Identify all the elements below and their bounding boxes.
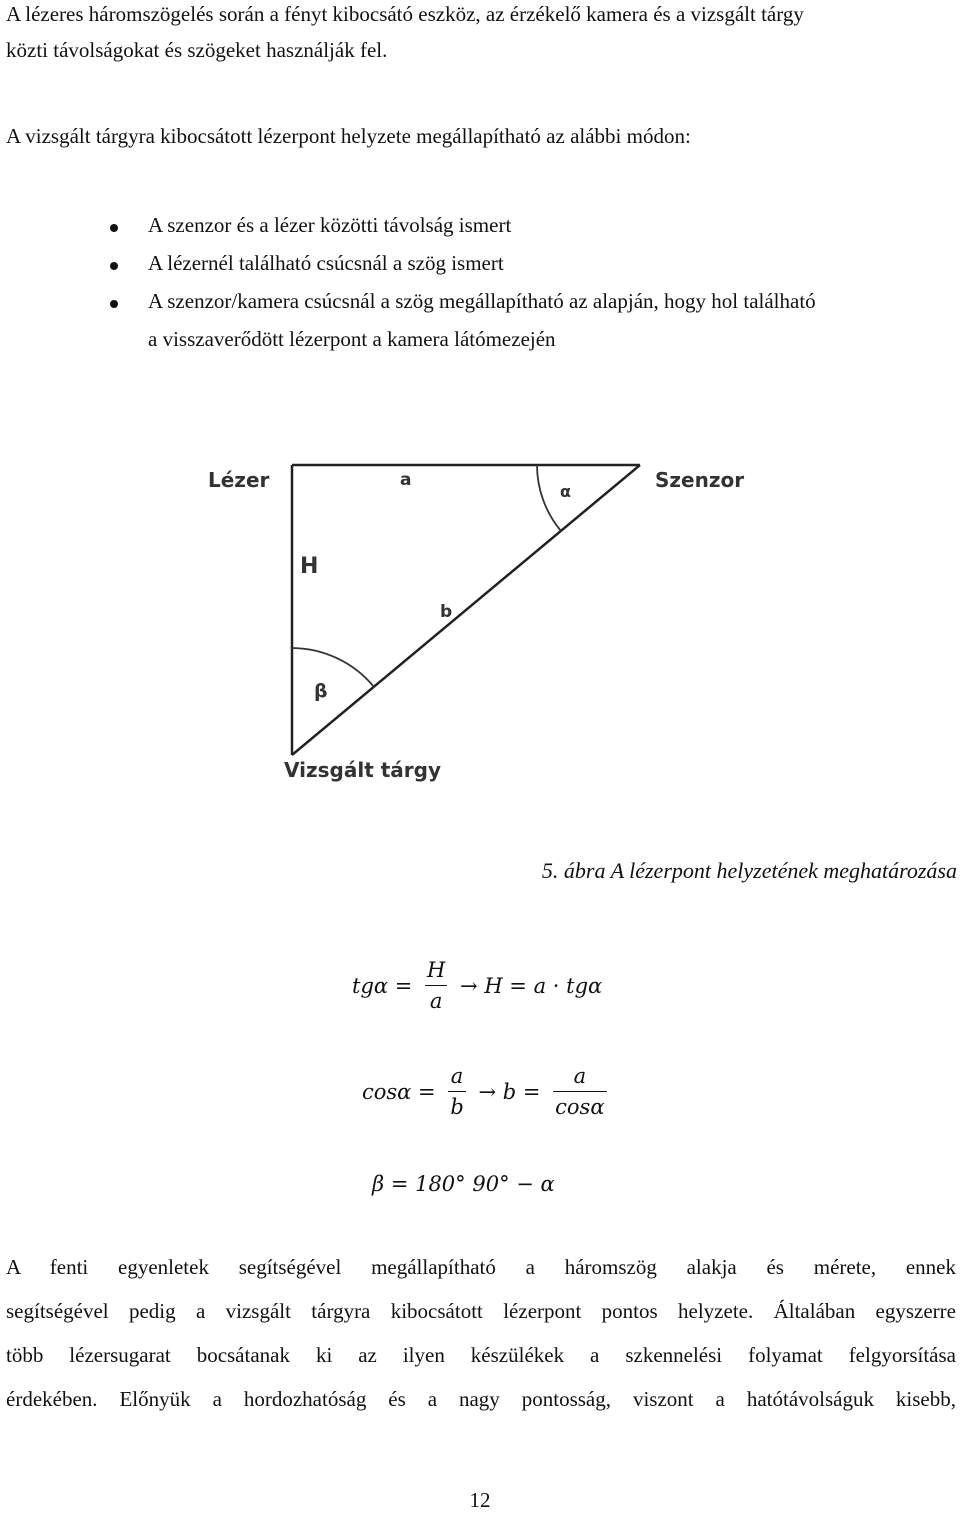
- paragraph-line-2: segítségével pedig a vizsgált tárgyra kibocsátott lézerpont pontos helyzete. Általában egyszerre: [6, 1299, 956, 1323]
- bullet-item-3: A szenzor/kamera csúcsnál a szög megállapítható az alapján, hogy hol található: [148, 289, 816, 313]
- side-b-line: [292, 465, 640, 755]
- bullet-dot: [110, 262, 118, 270]
- label-side-a: a: [400, 470, 412, 490]
- eq2-fraction-2: [553, 1061, 606, 1122]
- eq2-denominator: b: [450, 1095, 464, 1119]
- beta-arc: [292, 648, 374, 687]
- eq2-fraction: [448, 1061, 465, 1122]
- triangulation-diagram: [200, 455, 760, 800]
- equation-3: β = 180° 90° − α: [372, 1172, 555, 1196]
- intro-line-3: A vizsgált tárgyra kibocsátott lézerpont helyzete megállapítható az alábbi módon:: [6, 124, 691, 148]
- body-paragraph: [6, 1245, 956, 1421]
- eq2-mid: → b =: [478, 1079, 541, 1104]
- eq1-numerator: H: [425, 955, 447, 986]
- bullet-item-2: A lézernél található csúcsnál a szög ismert: [148, 251, 504, 275]
- label-alpha: α: [560, 482, 571, 501]
- label-object: Vizsgált tárgy: [284, 758, 441, 782]
- eq1-lhs: tgα =: [352, 973, 413, 998]
- eq2-denominator-2: cosα: [555, 1095, 605, 1119]
- bullet-dot: [110, 300, 118, 308]
- eq2-numerator: a: [448, 1061, 465, 1092]
- bullet-dot: [110, 224, 118, 232]
- equation-2: [362, 1061, 613, 1122]
- label-side-h: H: [300, 554, 319, 579]
- paragraph-line-3: több lézersugarat bocsátanak ki az ilyen készülékek a szkennelési folyamat felgyorsítása: [6, 1343, 956, 1367]
- bullet-item-1: A szenzor és a lézer közötti távolság ismert: [148, 213, 512, 237]
- eq2-lhs: cosα =: [362, 1079, 436, 1104]
- eq2-numerator-2: a: [553, 1061, 606, 1092]
- paragraph-line-4: érdekében. Előnyük a hordozhatóság és a nagy pontosság, viszont a hatótávolságuk kisebb,: [6, 1387, 956, 1411]
- bullet-item-3-continued: a visszaverődött lézerpont a kamera látómezején: [148, 327, 556, 351]
- intro-line-1: A lézeres háromszögelés során a fényt kibocsátó eszköz, az érzékelő kamera és a vizsgált tárgy: [6, 2, 804, 26]
- label-side-b: b: [440, 602, 453, 622]
- paragraph-line-1: A fenti egyenletek segítségével megállapítható a háromszög alakja és mérete, ennek: [6, 1255, 956, 1279]
- eq1-fraction: [425, 955, 447, 1016]
- triangle-figure: [200, 455, 760, 795]
- label-sensor: Szenzor: [655, 468, 745, 492]
- page-number: 12: [469, 1488, 491, 1512]
- label-laser: Lézer: [208, 468, 270, 492]
- eq1-denominator: a: [429, 989, 443, 1013]
- eq1-rhs: → H = a · tgα: [460, 973, 603, 998]
- label-beta: β: [314, 680, 328, 702]
- intro-line-2: közti távolságokat és szögeket használják fel.: [6, 38, 388, 62]
- equation-1: [352, 955, 602, 1016]
- alpha-arc: [537, 465, 561, 531]
- figure-caption: 5. ábra A lézerpont helyzetének meghatározása: [541, 858, 957, 883]
